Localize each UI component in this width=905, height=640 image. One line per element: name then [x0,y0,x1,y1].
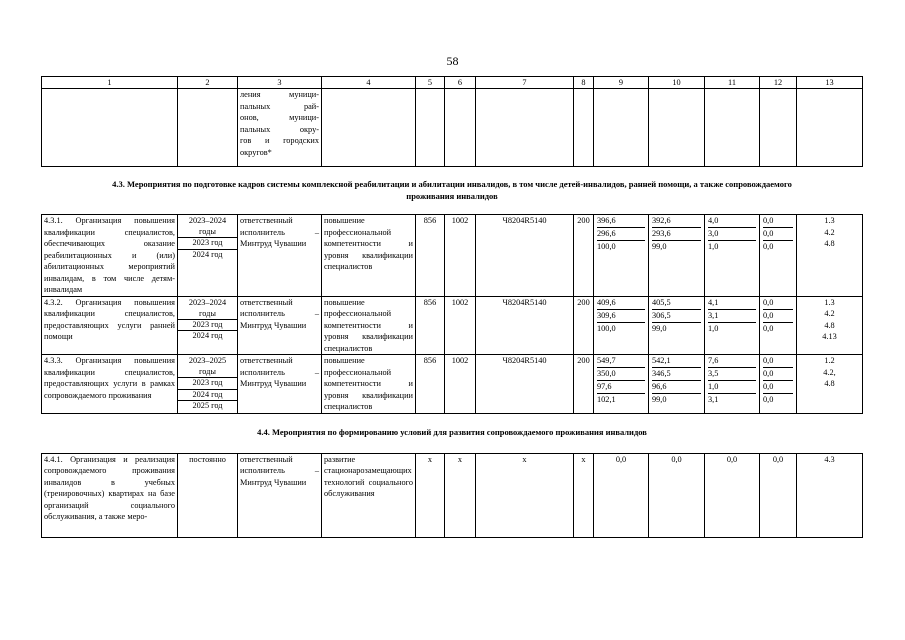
period-cell: 2023–2024 годы 2023 год 2024 год [178,215,238,297]
table-row [42,215,863,297]
republic-funding: 4,0 3,0 1,0 [705,215,760,297]
col-header: 6 [445,77,476,89]
table-row [42,453,863,537]
section-header-row [42,413,863,453]
federal-funding: 0,0 [649,453,705,537]
col-header: 10 [649,77,705,89]
result-cell: повышение профессиональной компетентности и уровня квалификации специалистов [322,296,416,355]
period-cell: 2023–2024 годы 2023 год 2024 год [178,296,238,355]
continuation-row [42,89,863,167]
target-article: x [476,453,574,537]
col-header: 3 [238,77,322,89]
executor-cell: ответственный исполнитель – Минтруд Чувашии [238,453,322,537]
grbs-code: 856 [416,215,445,297]
executor-cell: ответственный исполнитель – Минтруд Чувашии [238,215,322,297]
section-code: x [445,453,476,537]
target-article: Ч8204R5140 [476,215,574,297]
section-header-row [42,167,863,215]
target-article: Ч8204R5140 [476,355,574,414]
grbs-code: 856 [416,355,445,414]
col-header: 2 [178,77,238,89]
target-article: Ч8204R5140 [476,296,574,355]
indicator-refs: 1.3 4.2 4.8 [797,215,863,297]
section-code: 1002 [445,355,476,414]
measure-name: 4.3.2. Организация повышения квалификации специалистов, предоставляющих услуги ранней помощи [42,296,178,355]
measure-name: 4.3.1. Организация повышения квалификации специалистов, обеспечивающих оказание реабилитационных и (или) абилитационных мероприятий инвалидам, в том числе детям-инвалидам [42,215,178,297]
col-header: 12 [760,77,797,89]
indicator-refs: 4.3 [797,453,863,537]
table-row [42,355,863,414]
total-funding: 549,7 350,0 97,6 102,1 [594,355,649,414]
expense-type: x [574,453,594,537]
republic-funding: 7,6 3,5 1,0 3,1 [705,355,760,414]
col-header: 5 [416,77,445,89]
col-header: 4 [322,77,416,89]
republic-funding: 4,1 3,1 1,0 [705,296,760,355]
table-row [42,296,863,355]
col-header: 8 [574,77,594,89]
executor-cell: ответственный исполнитель – Минтруд Чувашии [238,296,322,355]
executor-cell: ответственный исполнитель – Минтруд Чувашии [238,355,322,414]
federal-funding: 542,1 346,5 96,6 99,0 [649,355,705,414]
result-cell: повышение профессиональной компетентности и уровня квалификации специалистов [322,215,416,297]
other-funding: 0,0 0,0 0,0 0,0 [760,355,797,414]
federal-funding: 392,6 293,6 99,0 [649,215,705,297]
expense-type: 200 [574,296,594,355]
col-header: 9 [594,77,649,89]
result-cell: повышение профессиональной компетентности и уровня квалификации специалистов [322,355,416,414]
grbs-code: 856 [416,296,445,355]
program-table [41,76,863,538]
col-header: 13 [797,77,863,89]
grbs-code: x [416,453,445,537]
republic-funding: 0,0 [705,453,760,537]
section-code: 1002 [445,296,476,355]
col-header: 1 [42,77,178,89]
col-header: 11 [705,77,760,89]
column-header-row [42,77,863,89]
result-cell: развитие стационарозамещающих технологий социального обслуживания [322,453,416,537]
section-title: 4.4. Мероприятия по формированию условий для развития сопровождаемого проживания инвалидов [42,413,863,453]
page-number: 58 [446,54,459,68]
total-funding: 409,6 309,6 100,0 [594,296,649,355]
measure-name: 4.4.1. Организация и реализация сопровождаемого проживания инвалидов в учебных (тренировочных) квартирах на базе организаций социального обслуживания, а также меро- [42,453,178,537]
total-funding: 0,0 [594,453,649,537]
other-funding: 0,0 0,0 0,0 [760,296,797,355]
indicator-refs: 1.3 4.2 4.8 4.13 [797,296,863,355]
section-title: 4.3. Мероприятия по подготовке кадров системы комплексной реабилитации и абилитации инвалидов, в том числе детей-инвалидов, ранней помощи, а также сопровождаемого проживания инвалидов [42,167,863,215]
executor-cell: ления муници- пальных рай- онов, муници- пальных окру- гов и городских округов* [238,89,322,167]
total-funding: 396,6 296,6 100,0 [594,215,649,297]
expense-type: 200 [574,355,594,414]
period-cell: 2023–2025 годы 2023 год 2024 год 2025 год [178,355,238,414]
measure-name: 4.3.3. Организация повышения квалификации специалистов, предоставляющих услуги в рамках сопровождаемого проживания [42,355,178,414]
other-funding: 0,0 [760,453,797,537]
col-header: 7 [476,77,574,89]
indicator-refs: 1.2 4.2, 4.8 [797,355,863,414]
expense-type: 200 [574,215,594,297]
period-cell: постоянно [178,453,238,537]
federal-funding: 405,5 306,5 99,0 [649,296,705,355]
other-funding: 0,0 0,0 0,0 [760,215,797,297]
section-code: 1002 [445,215,476,297]
